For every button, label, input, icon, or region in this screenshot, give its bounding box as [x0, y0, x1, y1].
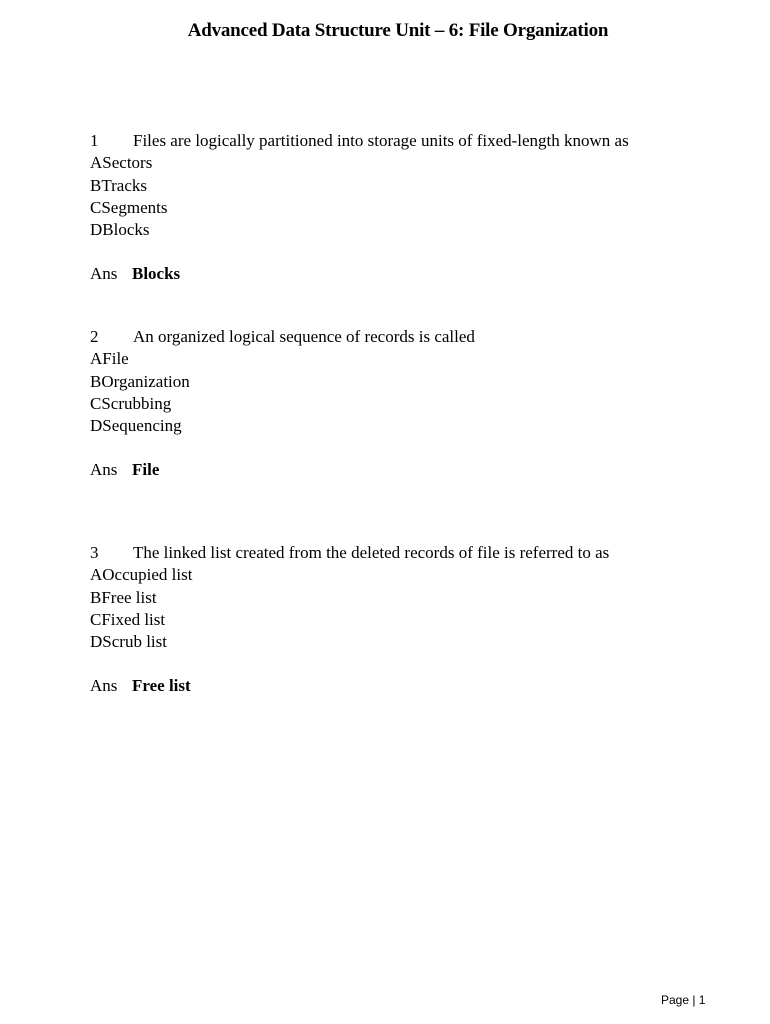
option-text: Blocks: [102, 220, 150, 240]
option-c: [90, 197, 730, 219]
option-text: Sequencing: [102, 416, 182, 436]
question-1: [90, 130, 730, 286]
question-text-line: [90, 542, 730, 564]
question-3: [90, 542, 730, 698]
page-title: Advanced Data Structure Unit – 6: File Organization: [187, 20, 609, 41]
question-text: The linked list created from the deleted records of file is referred to as: [133, 543, 610, 562]
option-letter: B: [90, 371, 102, 391]
question-2: [90, 326, 730, 482]
answer-value: Blocks: [132, 264, 181, 284]
question-number: 1: [90, 131, 99, 150]
option-text: Organization: [101, 371, 190, 391]
option-b: [90, 371, 730, 393]
answer-value: Free list: [132, 676, 191, 696]
answer-line: [90, 263, 730, 285]
option-letter: D: [90, 220, 103, 240]
option-letter: A: [90, 565, 103, 585]
option-text: Free list: [101, 587, 157, 607]
option-text: Sectors: [102, 153, 153, 173]
option-letter: C: [90, 197, 102, 217]
option-text: Scrubbing: [101, 393, 172, 413]
option-a: [90, 152, 730, 174]
page-number: Page | 1: [661, 993, 706, 1007]
option-letter: C: [90, 609, 102, 629]
option-b: [90, 587, 730, 609]
option-c: [90, 393, 730, 415]
question-text-line: [90, 130, 730, 152]
option-text: Segments: [101, 197, 168, 217]
option-d: [90, 631, 730, 653]
option-d: [90, 415, 730, 437]
answer-line: [90, 675, 730, 697]
option-text: Occupied list: [102, 565, 193, 585]
option-letter: B: [90, 175, 102, 195]
answer-label: Ans: [90, 264, 118, 284]
option-a: [90, 348, 730, 370]
question-text: An organized logical sequence of records is called: [133, 327, 475, 346]
answer-label: Ans: [90, 460, 118, 480]
option-text: File: [102, 349, 129, 369]
answer-value: File: [132, 460, 160, 480]
question-number: 3: [90, 543, 99, 562]
question-text-line: [90, 326, 730, 348]
option-a: [90, 564, 730, 586]
option-text: Tracks: [101, 175, 147, 195]
question-text: Files are logically partitioned into storage units of fixed-length known as: [133, 131, 629, 150]
answer-line: [90, 459, 730, 481]
option-c: [90, 609, 730, 631]
option-letter: D: [90, 416, 103, 436]
option-letter: B: [90, 587, 102, 607]
answer-label: Ans: [90, 676, 118, 696]
option-letter: C: [90, 393, 102, 413]
option-letter: A: [90, 349, 103, 369]
option-b: [90, 175, 730, 197]
option-text: Fixed list: [101, 609, 166, 629]
option-text: Scrub list: [102, 632, 167, 652]
option-letter: D: [90, 632, 103, 652]
option-d: [90, 219, 730, 241]
option-letter: A: [90, 153, 103, 173]
question-number: 2: [90, 327, 99, 346]
